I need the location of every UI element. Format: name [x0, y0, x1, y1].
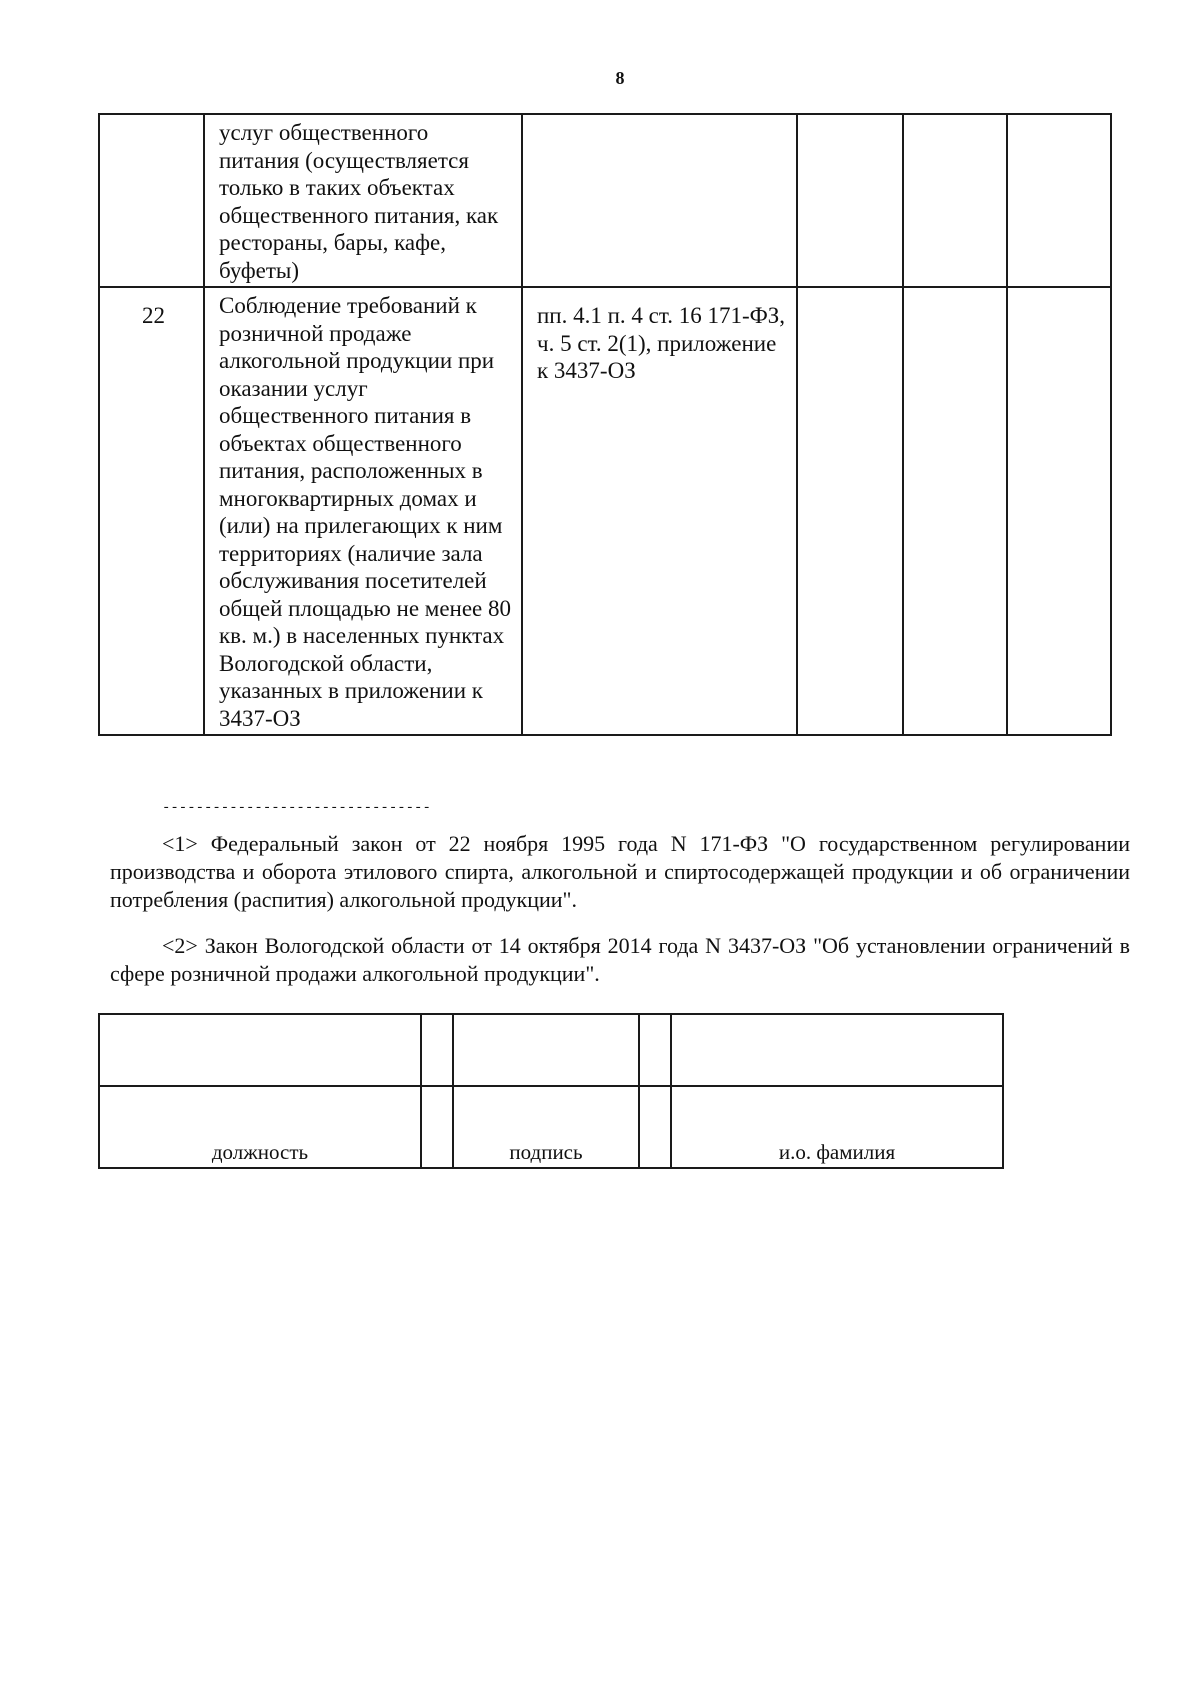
answer-cell [1007, 114, 1111, 287]
requirement-cell: услуг общественного питания (осуществляется только в таких объектах общественного питания, как рестораны, бары, кафе, буфеты) [204, 114, 522, 287]
answer-cell [903, 114, 1007, 287]
checklist-table [98, 113, 1112, 736]
spacer-cell [639, 1014, 671, 1086]
table-row [99, 114, 1111, 287]
footnote-separator: -------------------------------- [162, 800, 431, 816]
name-field [671, 1014, 1003, 1086]
reference-cell: пп. 4.1 п. 4 ст. 16 171-ФЗ, ч. 5 ст. 2(1), приложение к 3437-ОЗ [522, 287, 797, 735]
signature-block [98, 1013, 1004, 1169]
answer-cell [1007, 287, 1111, 735]
answer-cell [797, 114, 903, 287]
row-number [99, 114, 204, 287]
table-row [99, 287, 1111, 735]
position-label: должность [99, 1086, 421, 1168]
page-number: 8 [615, 68, 625, 88]
signature-label: подпись [453, 1086, 639, 1168]
footnote-2: <2> Закон Вологодской области от 14 октября 2014 года N 3437-ОЗ "Об установлении ограничений в сфере розничной продажи алкогольной продукции". [110, 933, 1130, 986]
signature-field [453, 1014, 639, 1086]
spacer-cell [639, 1086, 671, 1168]
answer-cell [903, 287, 1007, 735]
requirement-cell: Соблюдение требований к розничной продаже алкогольной продукции при оказании услуг общественного питания в объектах общественного питания, расположенных в многоквартирных домах и (или) на прилегающих к ним территориях (наличие зала обслуживания посетителей общей площадью не менее 80 кв. м.) в населенных пунктах Вологодской области, указанных в приложении к 3437-ОЗ [204, 287, 522, 735]
spacer-cell [421, 1086, 453, 1168]
name-label: и.о. фамилия [671, 1086, 1003, 1168]
row-number: 22 [99, 287, 204, 735]
position-field [99, 1014, 421, 1086]
footnote-1: <1> Федеральный закон от 22 ноября 1995 года N 171-ФЗ "О государственном регулировании производства и оборота этилового спирта, алкогольной и спиртосодержащей продукции и об ограничении потребления (распития) алкогольной продукции". [110, 831, 1130, 912]
spacer-cell [421, 1014, 453, 1086]
reference-cell [522, 114, 797, 287]
answer-cell [797, 287, 903, 735]
